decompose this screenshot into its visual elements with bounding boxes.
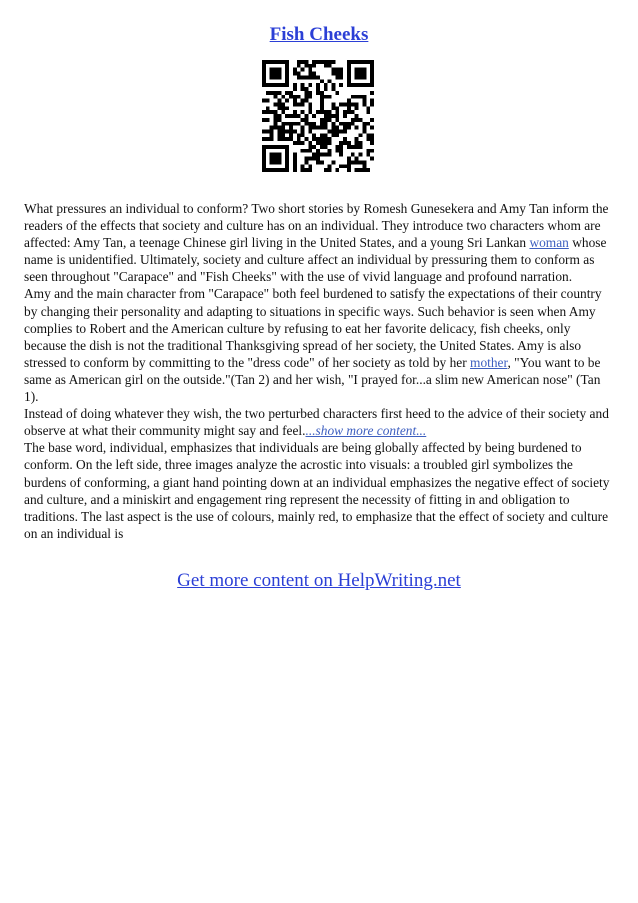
woman-link[interactable]: woman bbox=[529, 235, 569, 251]
paragraph-2 bbox=[24, 285, 614, 405]
paragraph-4 bbox=[24, 439, 614, 542]
mother-link[interactable]: mother bbox=[470, 354, 508, 370]
article-body bbox=[24, 200, 614, 542]
paragraph-1-text-b: whose name is unidentified. Ultimately, society and culture affect an individual by pressuring them to conform as seen throughout "Carapace" and "Fish Cheeks" with the use of vivid language and profound narration. bbox=[24, 235, 607, 285]
document-title-link[interactable]: Fish Cheeks bbox=[269, 24, 369, 45]
paragraph-4-text: The base word, individual, emphasizes that individuals are being globally affected by being burdened to conform. On the left side, three images analyze the acrostic into visuals: a troubled girl symbolizes the burdens of conforming, a giant hand pointing down at an individual emphasizes the negative effect of society and culture, and a miniskirt and engagement ring represent the necessity of fitting in and obligation to traditions. The last aspect is the use of colours, mainly red, to emphasize that the effect of society and culture on an individual is bbox=[24, 440, 610, 541]
paragraph-3 bbox=[24, 405, 614, 439]
paragraph-1-text-a: What pressures an individual to conform? Two short stories by Romesh Gunesekera and Amy Tan inform the readers of the effects that society and culture has on an individual. They introduce two characters whom are affected: Amy Tan, a teenage Chinese girl living in the United States, and a young Sri Lankan bbox=[24, 201, 609, 251]
get-more-content-link[interactable]: Get more content on HelpWriting.net bbox=[177, 570, 461, 591]
paragraph-1 bbox=[24, 200, 614, 285]
paragraph-2-text-b: , "You want to be same as American girl on the outside."(Tan 2) and her wish, "I prayed for...a slim new American nose" (Tan 1). bbox=[24, 354, 601, 405]
paragraph-3-text: Instead of doing whatever they wish, the two perturbed characters first heed to the advice of their society and observe at what their community might say and feel. bbox=[24, 406, 609, 439]
paragraph-2-text-a: Amy and the main character from "Carapace" both feel burdened to satisfy the expectations of their country by changing their personality and adapting to situations in specific ways. Such behavior is seen when Amy complies to Robert and the American culture by refusing to eat her favorite delicacy, fish cheeks, only because the dish is not the traditional Thanksgiving spread of her society, the United States. Amy is also stressed to conform by committing to the "dress code" of her society as told by her bbox=[24, 286, 602, 370]
qr-code-icon bbox=[262, 60, 374, 172]
show-more-content-link[interactable]: ...show more content... bbox=[305, 423, 427, 439]
